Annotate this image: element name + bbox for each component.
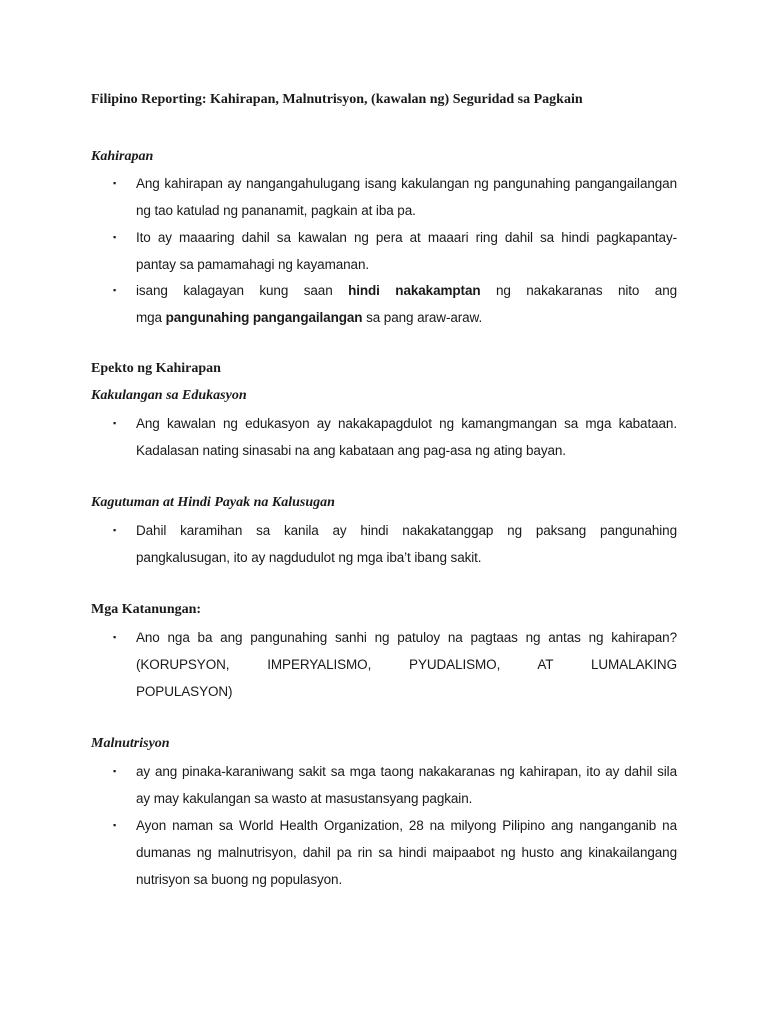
heading-epekto: Epekto ng Kahirapan — [91, 361, 221, 376]
text-line: isang kalagayan kung saan hindi nakakamptan ng nakakaranas nito ang — [136, 283, 678, 298]
text-line: ay may kakulangan sa wasto at masustansyang pagkain. — [136, 791, 473, 806]
text-line: Kadalasan nating sinasabi na ang kabataan ang pag-asa ng ating bayan. — [136, 443, 566, 458]
bullet-icon: ▪ — [113, 285, 117, 295]
emphasis-text: pangunahing pangangailangan — [165, 310, 363, 325]
heading-kahirapan: Kahirapan — [91, 149, 154, 164]
bullet-icon: ▪ — [113, 418, 117, 428]
text-line: ay ang pinaka-karaniwang sakit sa mga taong nakakaranas ng kahirapan, ito ay dahil sila — [136, 764, 677, 779]
list-item — [91, 758, 677, 812]
text-line: Ang kahirapan ay nangangahulugang isang kakulangan ng pangunahing pangangailangan — [136, 176, 677, 191]
list-item — [91, 517, 677, 571]
text-line: Dahil karamihan sa kanila ay hindi nakakatanggap ng paksang pangunahing — [136, 523, 677, 538]
text-line: (KORUPSYON, IMPERYALISMO, PYUDALISMO, AT LUMALAKING — [136, 657, 677, 672]
text-line: Ayon naman sa World Health Organization, 28 na milyong Pilipino ang nanganganib na — [136, 818, 677, 833]
bullet-icon: ▪ — [113, 232, 117, 242]
heading-malnutrisyon: Malnutrisyon — [91, 736, 170, 751]
text-line: POPULASYON) — [136, 684, 233, 699]
document-title: Filipino Reporting: Kahirapan, Malnutrisyon, (kawalan ng) Seguridad sa Pagkain — [91, 92, 583, 107]
list-item — [91, 624, 677, 705]
list-item — [91, 170, 677, 224]
bullet-icon: ▪ — [113, 178, 117, 188]
heading-katanungan: Mga Katanungan: — [91, 602, 202, 617]
text-line: dumanas ng malnutrisyon, dahil pa rin sa hindi maipaabot ng husto ang kinakailangang — [136, 845, 677, 860]
list-item — [91, 410, 677, 464]
text-line: Ito ay maaaring dahil sa kawalan ng pera at maaari ring dahil sa hindi pagkapantay- — [136, 230, 677, 245]
list-item — [91, 277, 677, 331]
list-item — [91, 812, 677, 893]
bullet-icon: ▪ — [113, 820, 117, 830]
text-line: Ang kawalan ng edukasyon ay nakakapagdulot ng kamangmangan sa mga kabataan. — [136, 416, 677, 431]
emphasis-text: hindi nakakamptan — [348, 283, 481, 298]
text-line: nutrisyon sa buong ng populasyon. — [136, 872, 343, 887]
text-line: pantay sa pamamahagi ng kayamanan. — [136, 257, 370, 272]
text-line: pangkalusugan, ito ay nagdudulot ng mga iba’t ibang sakit. — [136, 550, 482, 565]
heading-kagutuman: Kagutuman at Hindi Payak na Kalusugan — [91, 495, 335, 510]
heading-edukasyon: Kakulangan sa Edukasyon — [91, 388, 247, 403]
text-line: ng tao katulad ng pananamit, pagkain at iba pa. — [136, 203, 416, 218]
bullet-icon: ▪ — [113, 766, 117, 776]
bullet-icon: ▪ — [113, 632, 117, 642]
text-line: Ano nga ba ang pangunahing sanhi ng patuloy na pagtaas ng antas ng kahirapan? — [136, 630, 677, 645]
list-item — [91, 224, 677, 278]
text-line: mga pangunahing pangangailangan sa pang araw-araw. — [136, 310, 483, 325]
bullet-icon: ▪ — [113, 525, 117, 535]
